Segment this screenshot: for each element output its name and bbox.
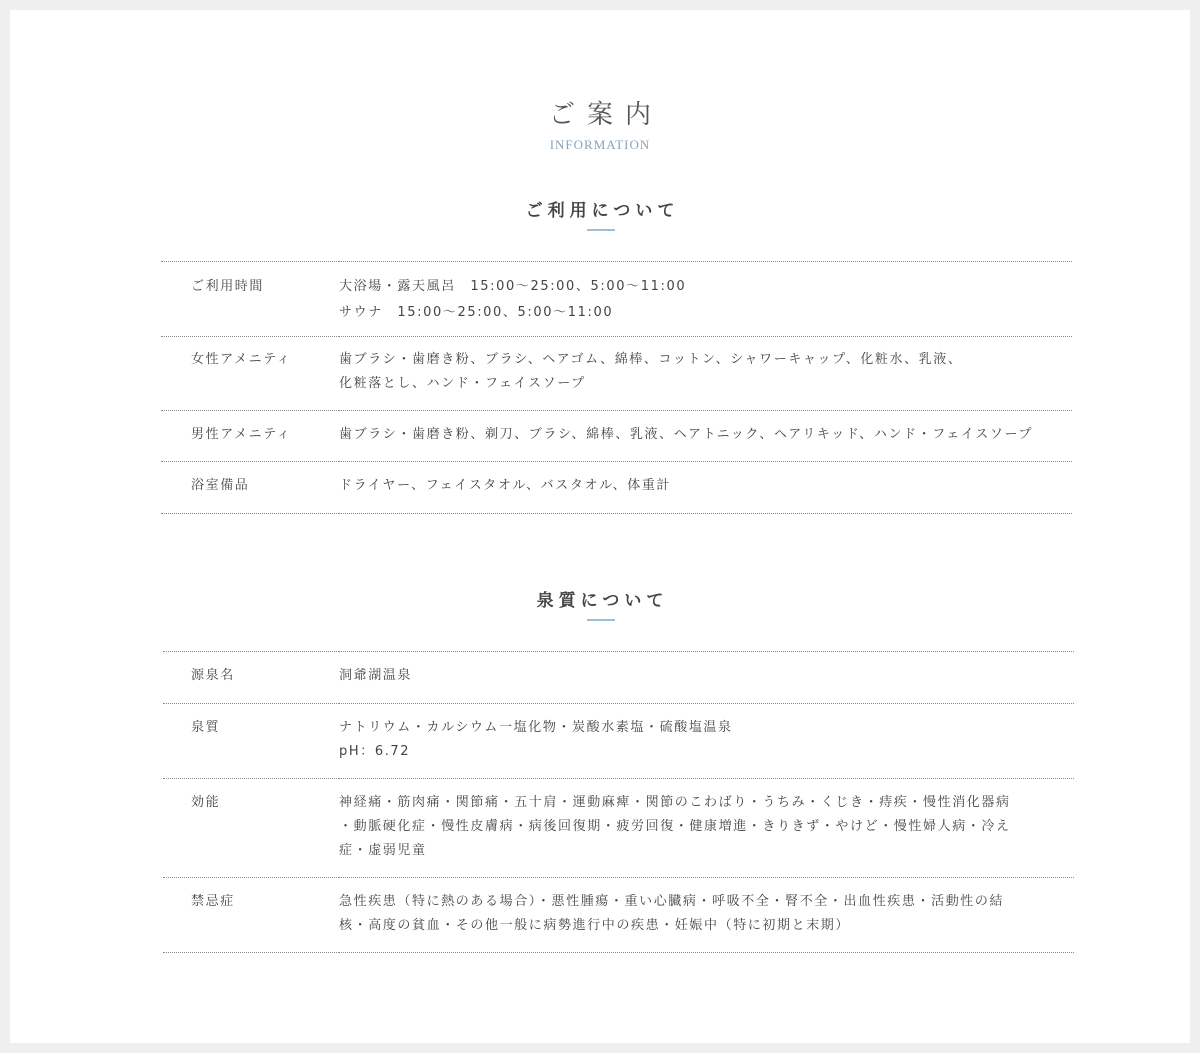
- table-row: [163, 878, 1074, 953]
- value-line: ドライヤー、フェイスタオル、バスタオル、体重計: [339, 478, 672, 493]
- usage-table: [161, 261, 1072, 514]
- row-value: [339, 779, 1074, 878]
- usage-heading-rule: [587, 229, 615, 231]
- row-label: 浴室備品: [161, 462, 339, 514]
- content-card: [10, 10, 1190, 1043]
- table-row: [161, 462, 1072, 514]
- value-line: 核・高度の貧血・その他一般に病勢進行中の疾患・妊娠中（特に初期と末期）: [339, 918, 851, 933]
- value-line: 歯ブラシ・歯磨き粉、剃刀、ブラシ、綿棒、乳液、ヘアトニック、ヘアリキッド、ハンド・フェイスソープ: [339, 427, 1034, 442]
- row-value: [339, 262, 1072, 337]
- row-value: [339, 652, 1074, 704]
- table-row: [161, 337, 1072, 411]
- table-row: [163, 652, 1074, 704]
- value-line: 神経痛・筋肉痛・関節痛・五十肩・運動麻痺・関節のこわばり・うちみ・くじき・痔疾・慢性消化器病: [339, 795, 1011, 810]
- value-line: サウナ 15:00〜25:00、5:00〜11:00: [339, 305, 614, 320]
- row-label: 禁忌症: [163, 878, 339, 953]
- row-label: 泉質: [163, 704, 339, 779]
- table-row: [161, 262, 1072, 337]
- row-label: 効能: [163, 779, 339, 878]
- spring-table: [163, 651, 1074, 953]
- value-line: ・動脈硬化症・慢性皮膚病・病後回復期・疲労回復・健康増進・きりきず・やけど・慢性婦人病・冷え: [339, 819, 1011, 834]
- value-line: 症・虚弱児童: [339, 843, 427, 858]
- page-title: ご案内: [548, 100, 663, 130]
- value-line: 急性疾患（特に熱のある場合）・悪性腫瘍・重い心臓病・呼吸不全・腎不全・出血性疾患・活動性の結: [339, 894, 1005, 909]
- value-line: ナトリウム・カルシウム一塩化物・炭酸水素塩・硫酸塩温泉: [339, 720, 733, 735]
- row-value: [339, 337, 1072, 411]
- row-label: 男性アメニティ: [161, 411, 339, 462]
- table-row: [163, 704, 1074, 779]
- row-value: [339, 878, 1074, 953]
- value-line: 大浴場・露天風呂 15:00〜25:00、5:00〜11:00: [339, 279, 687, 294]
- value-line: pH：6.72: [339, 744, 411, 759]
- row-value: [339, 462, 1072, 514]
- table-row: [163, 779, 1074, 878]
- row-label: 源泉名: [163, 652, 339, 704]
- usage-section-heading: ご利用について: [525, 201, 680, 221]
- row-label: ご利用時間: [161, 262, 339, 337]
- page-subtitle: INFORMATION: [549, 137, 651, 152]
- row-label: 女性アメニティ: [161, 337, 339, 411]
- value-line: 歯ブラシ・歯磨き粉、ブラシ、ヘアゴム、綿棒、コットン、シャワーキャップ、化粧水、乳液、: [339, 352, 963, 367]
- spring-heading-rule: [587, 619, 615, 621]
- value-line: 化粧落とし、ハンド・フェイスソープ: [339, 376, 586, 391]
- row-value: [339, 411, 1072, 462]
- row-value: [339, 704, 1074, 779]
- table-row: [161, 411, 1072, 462]
- spring-section-heading: 泉質について: [536, 591, 669, 611]
- value-line: 洞爺湖温泉: [339, 668, 413, 683]
